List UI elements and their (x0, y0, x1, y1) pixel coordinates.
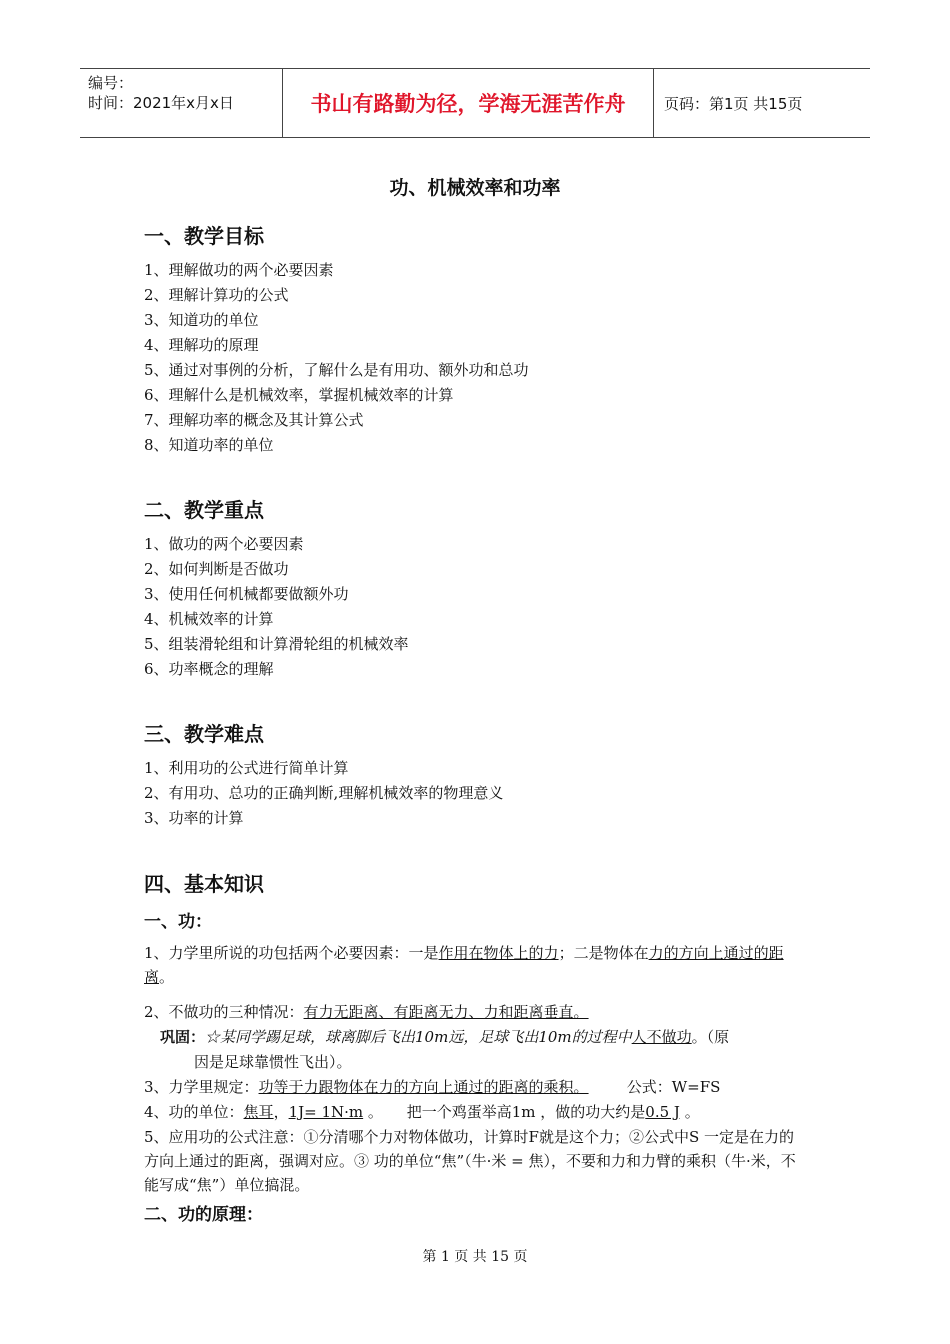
paragraph-no-work: 2、不做功的三种情况：有力无距离、有距离无力、力和距离垂直。 (144, 1003, 589, 1021)
goals-heading: 一、教学目标 (144, 224, 264, 248)
underlined-answer: 0.5 J (645, 1103, 680, 1121)
underlined-answer: 有力无距离、有距离无力、力和距离垂直。 (303, 1003, 589, 1021)
difficulties-list (144, 756, 503, 831)
paragraph-work-factors: 1、力学里所说的功包括两个必要因素：一是作用在物体上的力；二是物体在力的方向上通过的距离。 (144, 944, 784, 986)
list-item: 1、理解做功的两个必要因素 (144, 261, 334, 279)
time-label: 时间：2021年x月x日 (88, 94, 234, 112)
paragraph-unit: 4、功的单位：焦耳，1J= 1N·m 。 把一个鸡蛋举高1m ，做的功大约是0.5 J 。 (144, 1103, 700, 1121)
list-item: 4、机械效率的计算 (144, 610, 274, 628)
underlined-answer: 1J= 1N·m (288, 1103, 364, 1121)
list-item: 6、理解什么是机械效率，掌握机械效率的计算 (144, 386, 454, 404)
work-subheading: 一、功： (144, 912, 212, 932)
list-item: 8、知道功率的单位 (144, 436, 274, 454)
work-principle-subheading: 二、功的原理： (144, 1205, 263, 1225)
underlined-answer: 人不做功 (631, 1028, 692, 1046)
difficulties-heading: 三、教学难点 (144, 722, 264, 746)
document-title: 功、机械效率和功率 (389, 177, 561, 199)
list-item: 5、组装滑轮组和计算滑轮组的机械效率 (144, 635, 409, 653)
page-header (80, 68, 870, 138)
page-footer: 第 1 页 共 15 页 (422, 1249, 528, 1265)
list-item: 2、有用功、总功的正确判断,理解机械效率的物理意义 (144, 784, 504, 802)
list-item: 1、做功的两个必要因素 (144, 535, 304, 553)
underlined-answer: 作用在物体上的力 (438, 944, 559, 962)
underlined-answer: 力的方向上通过的距离 (144, 944, 784, 986)
goals-list (144, 258, 529, 458)
list-item: 3、使用任何机械都要做额外功 (144, 585, 349, 603)
number-label: 编号： (88, 74, 134, 92)
basics-heading: 四、基本知识 (144, 872, 264, 896)
list-item: 7、理解功率的概念及其计算公式 (144, 411, 364, 429)
underlined-answer: 焦耳 (243, 1103, 274, 1121)
list-item: 1、利用功的公式进行简单计算 (144, 759, 349, 777)
header-meta (80, 69, 282, 137)
paragraph-notes: 5、应用功的公式注意：①分清哪个力对物体做功，计算时F就是这个力；②公式中S 一定是在力的方向上通过的距离，强调对应。③ 功的单位“焦”（牛·米 = 焦），不要和力和力臂的乘积（牛·米，不能写成“焦”）单位搞混。 (144, 1128, 796, 1194)
list-item: 2、如何判断是否做功 (144, 560, 289, 578)
paragraph-consolidate-cont: 因是足球靠惯性飞出）。 (194, 1053, 352, 1071)
list-item: 3、功率的计算 (144, 809, 244, 827)
list-item: 6、功率概念的理解 (144, 660, 274, 678)
key-points-list (144, 532, 409, 682)
consolidate-label: 巩固： (160, 1028, 206, 1046)
list-item: 3、知道功的单位 (144, 311, 259, 329)
header-page-info: 页码：第1页 共15页 (664, 94, 803, 113)
key-points-heading: 二、教学重点 (144, 498, 264, 522)
header-slogan: 书山有路勤为径，学海无涯苦作舟 (282, 69, 654, 137)
paragraph-consolidate: 巩固：☆某同学踢足球，球离脚后飞出10m远，足球飞出10m的过程中人不做功。（原 (160, 1028, 730, 1046)
paragraph-definition: 3、力学里规定：功等于力跟物体在力的方向上通过的距离的乘积。 公式：W=FS (144, 1078, 721, 1096)
list-item: 4、理解功的原理 (144, 336, 259, 354)
underlined-answer: 功等于力跟物体在力的方向上通过的距离的乘积。 (258, 1078, 589, 1096)
formula: 公式：W=FS (588, 1078, 721, 1096)
list-item: 2、理解计算功的公式 (144, 286, 289, 304)
list-item: 5、通过对事例的分析，了解什么是有用功、额外功和总功 (144, 361, 529, 379)
